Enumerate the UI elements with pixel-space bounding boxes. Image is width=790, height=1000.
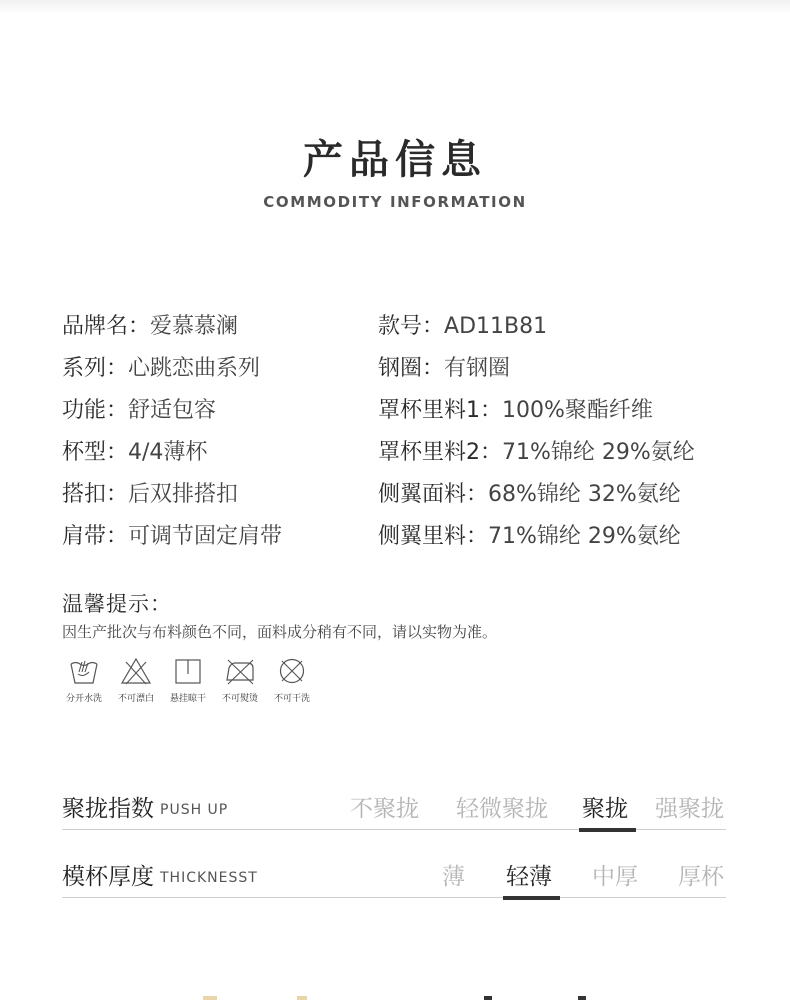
thickness-label xyxy=(62,858,258,891)
spec-label: 侧翼面料： xyxy=(378,482,489,507)
care-item xyxy=(162,656,214,704)
spec-function xyxy=(62,395,282,437)
thickness-selected-indicator xyxy=(503,896,560,900)
hand-wash-icon xyxy=(67,656,101,686)
push-up-selected-indicator xyxy=(579,828,636,832)
care-label: 不可干洗 xyxy=(273,694,310,704)
spec-cup-lining-1 xyxy=(378,395,695,437)
care-label: 悬挂晾干 xyxy=(169,694,206,704)
spec-value: 心跳恋曲系列 xyxy=(128,356,261,381)
spec-value: 有钢圈 xyxy=(444,356,511,381)
spec-label: 肩带： xyxy=(62,524,129,549)
spec-value: 舒适包容 xyxy=(128,398,217,423)
next-section-edge xyxy=(0,994,790,1000)
tips-title: 温馨提示： xyxy=(62,592,172,616)
spec-series xyxy=(62,353,282,395)
spec-wing-lining xyxy=(378,521,695,563)
care-label: 不可漂白 xyxy=(117,694,154,704)
spec-value: 爱慕慕澜 xyxy=(150,314,239,339)
push-up-title-en: PUSH UP xyxy=(160,802,229,818)
care-item xyxy=(58,656,110,704)
spec-value: 可调节固定肩带 xyxy=(128,524,283,549)
spec-list-right xyxy=(378,311,695,563)
thickness-title-en: THICKNESST xyxy=(160,870,258,886)
spec-value: 100%聚酯纤维 xyxy=(502,398,653,423)
thickness-scale xyxy=(62,854,726,898)
spec-label: 侧翼里料： xyxy=(378,524,489,549)
spec-value: 68%锦纶 32%氨纶 xyxy=(488,482,681,507)
push-up-option: 不聚拢 xyxy=(350,796,419,822)
spec-label: 功能： xyxy=(62,398,129,423)
spec-label: 钢圈： xyxy=(378,356,445,381)
spec-label: 系列： xyxy=(62,356,129,381)
top-shadow-band xyxy=(0,0,790,14)
push-up-scale xyxy=(62,786,726,830)
spec-style-number xyxy=(378,311,695,353)
push-up-label xyxy=(62,790,228,823)
spec-strap xyxy=(62,521,282,563)
thickness-option: 厚杯 xyxy=(678,864,724,890)
spec-label: 款号： xyxy=(378,314,445,339)
spec-label: 品牌名： xyxy=(62,314,151,339)
care-label: 不可熨烫 xyxy=(221,694,258,704)
spec-brand xyxy=(62,311,282,353)
spec-label: 搭扣： xyxy=(62,482,129,507)
spec-clasp xyxy=(62,479,282,521)
spec-value: 4/4薄杯 xyxy=(128,440,208,465)
care-label: 分开水洗 xyxy=(65,694,102,704)
no-dry-clean-icon xyxy=(275,656,309,686)
thickness-option: 薄 xyxy=(442,864,465,890)
care-item xyxy=(110,656,162,704)
thickness-title: 模杯厚度 xyxy=(62,864,154,890)
no-bleach-icon xyxy=(119,656,153,686)
care-item xyxy=(266,656,318,704)
thickness-option: 轻薄 xyxy=(506,864,552,890)
push-up-title: 聚拢指数 xyxy=(62,796,154,822)
spec-wing-fabric xyxy=(378,479,695,521)
spec-value: 后双排搭扣 xyxy=(128,482,239,507)
spec-value: 71%锦纶 29%氨纶 xyxy=(488,524,681,549)
thickness-option: 中厚 xyxy=(592,864,638,890)
push-up-option: 强聚拢 xyxy=(655,796,724,822)
page-title: 产品信息 xyxy=(303,137,487,183)
push-up-option: 轻微聚拢 xyxy=(456,796,548,822)
hang-dry-icon xyxy=(171,656,205,686)
spec-label: 罩杯里料2： xyxy=(378,440,502,465)
spec-value: 71%锦纶 29%氨纶 xyxy=(502,440,695,465)
spec-label: 罩杯里料1： xyxy=(378,398,502,423)
care-item xyxy=(214,656,266,704)
spec-label: 杯型： xyxy=(62,440,129,465)
spec-list-left xyxy=(62,311,282,563)
spec-cup-type xyxy=(62,437,282,479)
no-iron-icon xyxy=(223,656,257,686)
spec-underwire xyxy=(378,353,695,395)
page-subtitle: COMMODITY INFORMATION xyxy=(263,193,527,211)
push-up-option: 聚拢 xyxy=(582,796,628,822)
tips-text: 因生产批次与布料颜色不同，面料成分稍有不同，请以实物为准。 xyxy=(62,623,498,641)
thickness-baseline xyxy=(62,897,726,898)
spec-value: AD11B81 xyxy=(444,314,548,339)
spec-cup-lining-2 xyxy=(378,437,695,479)
